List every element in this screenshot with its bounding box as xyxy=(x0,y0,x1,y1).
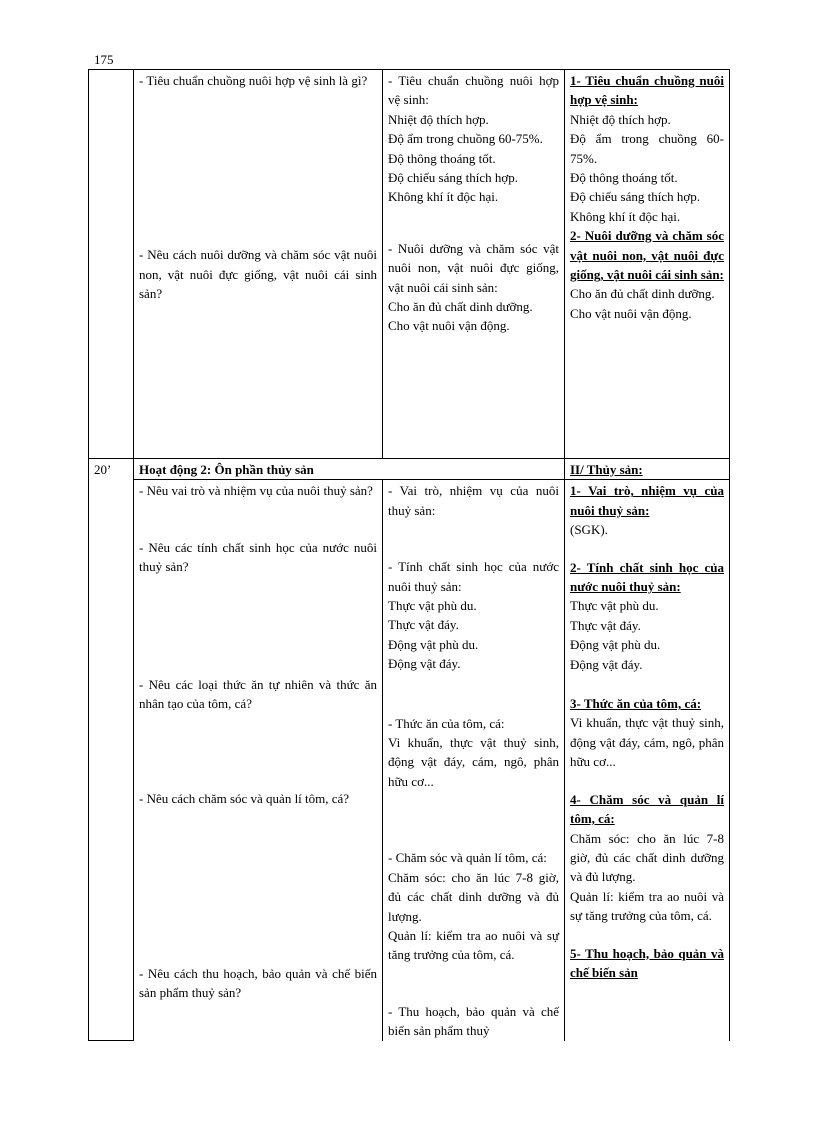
answer-intro: - Tiêu chuẩn chuồng nuôi hợp vệ sinh: xyxy=(388,73,559,108)
question: - Nêu cách chăm sóc và quản lí tôm, cá? xyxy=(139,791,350,807)
answer-line: Cho ăn đủ chất dinh dưỡng. xyxy=(388,299,533,315)
note-line: Độ chiếu sáng thích hợp. xyxy=(570,189,700,205)
answer-line: Động vật phù du. xyxy=(388,636,479,652)
note-line: Cho vật nuôi vận động. xyxy=(570,305,692,321)
table-row xyxy=(89,480,730,1041)
note-line: Động vật đáy. xyxy=(570,656,643,672)
note-text: Quản lí: kiểm tra ao nuôi và sự tăng trưởng của tôm, cá. xyxy=(570,888,724,924)
time-cell: 20’ xyxy=(89,459,134,1041)
note-line: Thực vật đáy. xyxy=(570,617,641,633)
page-number: 175 xyxy=(94,52,114,67)
table-row xyxy=(89,459,730,480)
question: - Nêu cách thu hoạch, bảo quản và chế biến sản phẩm thuỷ sản? xyxy=(139,965,377,1001)
table-row xyxy=(89,70,730,459)
note-line: Không khí ít độc hại. xyxy=(570,208,681,224)
answer-line: Độ chiếu sáng thích hợp. xyxy=(388,170,518,186)
note-text: (SGK). xyxy=(570,522,608,538)
question: - Nêu các loại thức ăn tự nhiên và thức ăn nhân tạo của tôm, cá? xyxy=(139,676,377,712)
note-line: Độ thông thoáng tốt. xyxy=(570,170,678,186)
answer-line: Thực vật phù du. xyxy=(388,598,477,614)
answer-line: Độ ẩm trong chuồng 60-75%. xyxy=(388,131,543,147)
answer-intro: - Nuôi dưỡng và chăm sóc vật nuôi non, vật nuôi đực giống, vật nuôi cái sinh sản: xyxy=(388,240,559,295)
note-line: Độ ẩm trong chuồng 60-75%. xyxy=(570,131,724,166)
lesson-table xyxy=(88,69,730,1041)
notes-section-title: II/ Thủy sản: xyxy=(565,459,730,480)
teacher-activity-cell xyxy=(134,70,383,459)
note-text: Chăm sóc: cho ăn lúc 7-8 giờ, đủ các chất dinh dưỡng và đủ lượng. xyxy=(570,830,724,885)
note-heading: 5- Thu hoạch, bảo quản và chế biến sản xyxy=(570,945,724,980)
note-line: Nhiệt độ thích hợp. xyxy=(570,111,671,127)
note-heading: 3- Thức ăn của tôm, cá: xyxy=(570,696,702,712)
student-activity-cell xyxy=(383,70,565,459)
activity-title: Hoạt động 2: Ôn phần thủy sản xyxy=(134,459,565,480)
question: - Nêu vai trò và nhiệm vụ của nuôi thuỷ sản? xyxy=(139,483,373,499)
answer-intro: - Thu hoạch, bảo quản và chế biến sản phẩm thuỷ xyxy=(388,1003,559,1039)
note-line: Cho ăn đủ chất dinh dưỡng. xyxy=(570,286,715,302)
time-cell xyxy=(89,70,134,459)
note-line: Thực vật phù du. xyxy=(570,598,659,614)
student-activity-cell xyxy=(383,480,565,1041)
answer-intro: - Tính chất sinh học của nước nuôi thuỷ sản: xyxy=(388,559,559,594)
note-line: Động vật phù du. xyxy=(570,637,661,653)
answer-line: Nhiệt độ thích hợp. xyxy=(388,111,489,127)
note-heading: 2- Tính chất sinh học của nước nuôi thuỷ sản: xyxy=(570,559,724,595)
note-heading: 1- Tiêu chuẩn chuồng nuôi hợp vệ sinh: xyxy=(570,73,724,108)
answer-line: Thực vật đáy. xyxy=(388,617,459,633)
answer-intro: - Thức ăn của tôm, cá: xyxy=(388,715,505,731)
answer-line: Không khí ít độc hại. xyxy=(388,189,499,205)
answer-intro: - Vai trò, nhiệm vụ của nuôi thuỷ sản: xyxy=(388,483,559,518)
answer-line: Độ thông thoáng tốt. xyxy=(388,150,496,166)
answer-text: Vi khuẩn, thực vật thuỷ sinh, động vật đáy, cám, ngô, phân hữu cơ... xyxy=(388,735,559,789)
note-heading: 4- Chăm sóc và quản lí tôm, cá: xyxy=(570,791,724,827)
question: - Tiêu chuẩn chuồng nuôi hợp vệ sinh là gì? xyxy=(139,73,368,88)
answer-intro: - Chăm sóc và quản lí tôm, cá: xyxy=(388,850,547,866)
notes-cell xyxy=(565,480,730,1041)
answer-text: Chăm sóc: cho ăn lúc 7-8 giờ, đủ các chất dinh dưỡng và đủ lượng. xyxy=(388,869,559,924)
answer-line: Động vật đáy. xyxy=(388,656,461,672)
teacher-activity-cell xyxy=(134,480,383,1041)
note-text: Vi khuẩn, thực vật thuỷ sinh, động vật đáy, cám, ngô, phân hữu cơ... xyxy=(570,715,724,770)
notes-cell xyxy=(565,70,730,459)
answer-line: Cho vật nuôi vận động. xyxy=(388,318,510,334)
note-heading: 1- Vai trò, nhiệm vụ của nuôi thuỷ sản: xyxy=(570,483,724,518)
note-heading: 2- Nuôi dưỡng và chăm sóc vật nuôi non, vật nuôi đực giống, vật nuôi cái sinh sản: xyxy=(570,228,724,283)
question: - Nêu các tính chất sinh học của nước nuôi thuỷ sản? xyxy=(139,539,377,575)
answer-text: Quản lí: kiểm tra ao nuôi và sự tăng trưởng của tôm, cá. xyxy=(388,927,559,963)
question: - Nêu cách nuôi dưỡng và chăm sóc vật nuôi non, vật nuôi đực giống, vật nuôi cái sinh sản? xyxy=(139,247,377,302)
